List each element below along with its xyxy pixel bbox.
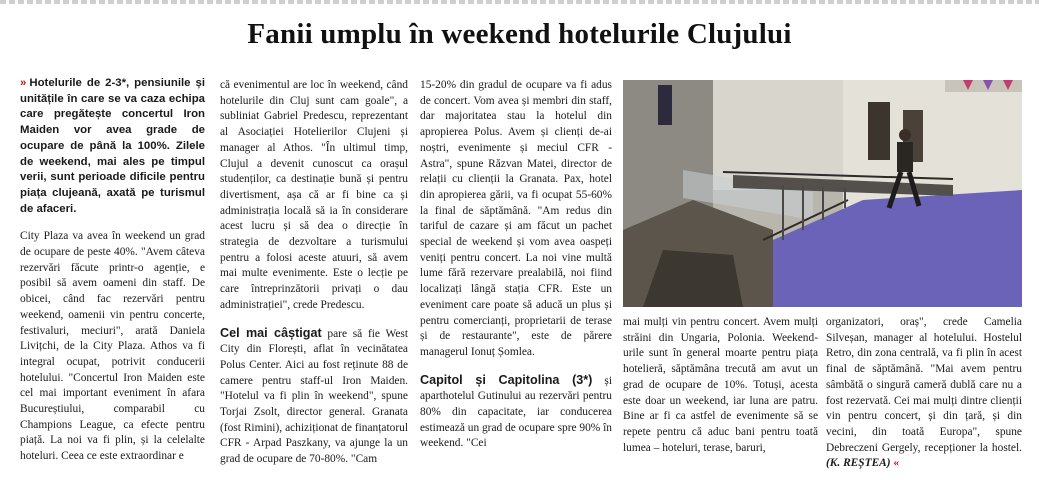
paragraph: mai mulți vin pentru concert. Avem mulți străini din Ungaria, Polonia. Weekend-urile sunt în general moarte pentru piața hotelieră, săptămâna trecută am avut un grad de ocupare de 10%. Totuși, acesta este doar un weekend, iar luna are patru. Bine ar fi ca astfel de evenimente să se repete pentru că aduc bani pentru toată lumea – hoteluri, terase, baruri,	[623, 316, 818, 454]
paragraph	[826, 315, 1022, 472]
author-byline: (K. REȘTEA)	[826, 457, 891, 470]
paragraph	[420, 373, 612, 453]
subheading: Cel mai câștigat	[220, 325, 322, 340]
photo-door	[868, 102, 890, 160]
end-marker-icon: «	[893, 457, 900, 470]
photo-person-head	[899, 129, 911, 141]
column-1	[20, 76, 205, 465]
paragraph: City Plaza va avea în weekend un grad de ocupare de peste 40%. "Avem câteva rezervări făcute printr-o agenție, e posibil să avem oameni din staff. De obicei, când fac rezervări pentru weekend, oamenii vin pentru concerte, festivaluri, meciuri", arată Daniela Livițchi, de la City Plaza. Athos va fi integral ocupat, potrivit conducerii hotelului. "Concertul Iron Maiden este cel mai important eveniment în afara Bucureștiului, comparabil cu Champions League, ca efecte pentru piață. La noi va fi plin, și la celelalte hoteluri. Ceea ce este extraordinar e	[20, 230, 205, 463]
paragraph: că evenimentul are loc în weekend, când hotelurile din Cluj sunt cam goale", a subliniat Gabriel Predescu, reprezentant al Asociației Hotelierilor Clujeni și manager al Athos. "În ultimul timp, Clujul a devenit cunoscut ca orașul studenților, ca destinație bună și pentru divertisment, așa că ar fi bine ca și administrația locală să ia în considerare acest lucru și să dea o direcție în strategia de dezvoltare a turismului pentru a folosi aceste atuuri, să avem mai multe evenimente. Este o lecție pe care întreprinzătorii privați o dau administrației", crede Predescu.	[220, 79, 408, 311]
subheading: Capitol și Capitolina (3*)	[420, 372, 593, 387]
paragraph-text: organizatori, oraș", crede Camelia Silveșan, manager al hotelului. Hostelul Retro, din zona centrală, va fi plin în acest final de săptămână. "Mai avem pentru sâmbătă o singură cameră dublă care nu a fost rezervată. Cei mai mulți dintre clienții vin pentru concert, și din țară, și din vecini, din toată Europa", spune Debreczeni Gergely, recepționer la hostel.	[826, 316, 1022, 454]
column-5	[826, 315, 1022, 472]
column-4	[623, 315, 818, 456]
lead-paragraph	[20, 76, 205, 217]
lead-text: Hotelurile de 2-3*, pensiunile și unitățile în care se va caza echipa care pregătește concertul Iron Maiden vor avea grade de ocupare de până la 100%. Zilele de weekend, mai ales pe timpul verii, sunt perioade dificile pentru piața clujeană, axată pe turismul de afaceri.	[20, 77, 205, 215]
paragraph: 15-20% din gradul de ocupare va fi adus de concert. Vom avea și membri din staff, dar majoritatea stau la hotelul din apropierea Polus. Avem și clienți de-ai noștri, evenimente și meciul CFR - Astra", spune Răzvan Matei, director de relații cu clienții la Granata. Pax, hotel din apropierea gării, va fi ocupat 55-60% la final de săptămână. "Am redus din tariful de cazare și am făcut un pachet special de weekend și vom avea oaspeți veniți pentru concert. La noi vine multă lume fără rezervare prealabilă, noi fiind localizați lângă stația CFR. Este un eveniment care poate să aducă un plus și pentru comercianți, proprietarii de terase și de restaurante", este de părere managerul Ionuț Șomlea.	[420, 79, 612, 358]
paragraph-text: și aparthotelul Gutinului au rezervări pentru 80% din capacitate, iar conducerea estimează un grad de ocupare spre 90% în weekend. "Cei	[420, 374, 612, 450]
arrow-marker-icon: »	[20, 77, 27, 89]
hotel-interior-photo-svg	[623, 80, 1022, 307]
photo-person-body	[897, 142, 913, 172]
photo-window	[658, 85, 672, 125]
paragraph	[220, 326, 408, 468]
top-rule	[0, 0, 1039, 4]
paragraph-text: pare să fie West City din Florești, aflat în vecinătatea Polus Center. Aici au fost reținute 88 de camere pentru staff-ul Iron Maiden. "Hotelul va fi plin în weekend", spune Torjai Zsolt, director general. Granata (fost Rimini), achiziționat de finanțatorul CFR - Arpad Paszkany, va ajunge la un grad de ocupare de 70-80%. "Cam	[220, 327, 408, 466]
column-3	[420, 78, 612, 452]
column-2	[220, 78, 408, 468]
hotel-interior-photo	[623, 80, 1022, 307]
article-headline: Fanii umplu în weekend hotelurile Clujului	[247, 18, 792, 50]
